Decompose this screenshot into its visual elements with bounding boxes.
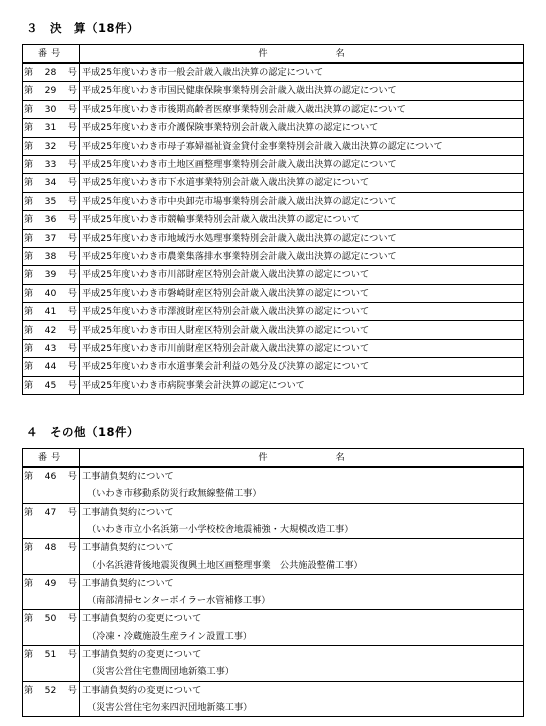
- item-prefix: 第: [24, 324, 34, 336]
- table-row: [23, 119, 524, 137]
- item-num: 28: [44, 67, 57, 79]
- item-number-empty: [23, 699, 80, 717]
- table-row: [23, 211, 524, 229]
- item-name: 平成25年度いわき市競輪事業特別会計歳入歳出決算の認定について: [80, 211, 524, 229]
- table-row: [23, 155, 524, 173]
- item-title: 工事請負契約について: [80, 503, 524, 521]
- item-num: 51: [44, 649, 57, 661]
- item-suffix: 号: [67, 379, 77, 391]
- item-detail: （小名浜港背後地震災復興土地区画整理事業 公共施設整備工事）: [80, 556, 524, 574]
- table-row-detail: [23, 699, 524, 717]
- item-suffix: 号: [67, 506, 77, 518]
- item-name: 平成25年度いわき市母子寡婦福祉資金貸付金事業特別会計歳入歳出決算の認定について: [80, 137, 524, 155]
- item-number-empty: [23, 485, 80, 503]
- item-prefix: 第: [24, 306, 34, 318]
- item-suffix: 号: [67, 85, 77, 97]
- settlement-table-header: [23, 45, 524, 64]
- section4-heading: ４ その他（18件）: [26, 425, 140, 439]
- item-suffix: 号: [67, 214, 77, 226]
- item-suffix: 号: [67, 684, 77, 696]
- table-row: [23, 137, 524, 155]
- item-number-empty: [23, 663, 80, 681]
- item-prefix: 第: [24, 214, 34, 226]
- item-number-empty: [23, 521, 80, 539]
- item-num: 47: [44, 506, 57, 518]
- item-number: [23, 539, 80, 557]
- item-number-empty: [23, 628, 80, 646]
- item-num: 44: [44, 361, 57, 373]
- item-number: [23, 339, 80, 357]
- item-prefix: 第: [24, 67, 34, 79]
- item-suffix: 号: [67, 195, 77, 207]
- table-row: [23, 574, 524, 592]
- item-number: [23, 467, 80, 485]
- table-row: [23, 100, 524, 118]
- item-number: [23, 211, 80, 229]
- item-num: 43: [44, 342, 57, 354]
- item-suffix: 号: [67, 577, 77, 589]
- item-suffix: 号: [67, 67, 77, 79]
- item-num: 33: [44, 159, 57, 171]
- item-prefix: 第: [24, 103, 34, 115]
- item-num: 36: [44, 214, 57, 226]
- item-num: 38: [44, 251, 57, 262]
- table-row: [23, 645, 524, 663]
- item-suffix: 号: [67, 361, 77, 373]
- item-number: [23, 119, 80, 137]
- item-suffix: 号: [67, 103, 77, 115]
- table-row: [23, 284, 524, 302]
- item-prefix: 第: [24, 232, 34, 244]
- item-title: 工事請負契約の変更について: [80, 681, 524, 699]
- item-name: 平成25年度いわき市下水道事業特別会計歳入歳出決算の認定について: [80, 174, 524, 192]
- item-prefix: 第: [24, 85, 34, 97]
- item-prefix: 第: [24, 269, 34, 281]
- settlement-table: [22, 44, 524, 395]
- table-row-detail: [23, 521, 524, 539]
- item-suffix: 号: [67, 613, 77, 625]
- item-suffix: 号: [67, 122, 77, 134]
- table-row-detail: [23, 628, 524, 646]
- item-number: [23, 284, 80, 302]
- item-detail: （いわき市移動系防災行政無線整備工事）: [80, 485, 524, 503]
- item-prefix: 第: [24, 342, 34, 354]
- header-number: 番号: [23, 449, 80, 468]
- item-num: 32: [44, 140, 57, 152]
- item-prefix: 第: [24, 506, 34, 518]
- table-row: [23, 681, 524, 699]
- item-suffix: 号: [67, 251, 77, 262]
- item-number: [23, 358, 80, 376]
- table-row: [23, 63, 524, 82]
- item-prefix: 第: [24, 649, 34, 661]
- item-prefix: 第: [24, 613, 34, 625]
- section3-heading: ３ 決 算（18件）: [26, 21, 140, 35]
- table-row: [23, 321, 524, 339]
- item-number: [23, 503, 80, 521]
- table-row-detail: [23, 592, 524, 610]
- table-row: [23, 503, 524, 521]
- item-prefix: 第: [24, 379, 34, 391]
- item-prefix: 第: [24, 159, 34, 171]
- item-number: [23, 82, 80, 100]
- item-num: 50: [44, 613, 57, 625]
- item-name: 平成25年度いわき市土地区画整理事業特別会計歳入歳出決算の認定について: [80, 155, 524, 173]
- table-row: [23, 82, 524, 100]
- table-row-detail: [23, 663, 524, 681]
- table-row-detail: [23, 556, 524, 574]
- header-name-b: 名: [335, 451, 345, 463]
- item-number: [23, 645, 80, 663]
- table-row: [23, 303, 524, 321]
- item-name: 平成25年度いわき市国民健康保険事業特別会計歳入歳出決算の認定について: [80, 82, 524, 100]
- table-row: [23, 539, 524, 557]
- item-name: 平成25年度いわき市水道事業会計利益の処分及び決算の認定について: [80, 358, 524, 376]
- item-name: 平成25年度いわき市後期高齢者医療事業特別会計歳入歳出決算の認定について: [80, 100, 524, 118]
- item-suffix: 号: [67, 342, 77, 354]
- table-row: [23, 467, 524, 485]
- item-prefix: 第: [24, 251, 34, 262]
- item-num: 42: [44, 324, 57, 336]
- item-suffix: 号: [67, 471, 77, 483]
- item-detail: （冷凍・冷蔵施設生産ライン設置工事）: [80, 628, 524, 646]
- item-num: 49: [44, 577, 57, 589]
- item-prefix: 第: [24, 577, 34, 589]
- item-suffix: 号: [67, 177, 77, 189]
- item-suffix: 号: [67, 306, 77, 318]
- item-num: 40: [44, 287, 57, 299]
- item-num: 46: [44, 471, 57, 483]
- item-name: 平成25年度いわき市川部財産区特別会計歳入歳出決算の認定について: [80, 266, 524, 284]
- item-name: 平成25年度いわき市中央卸売市場事業特別会計歳入歳出決算の認定について: [80, 192, 524, 210]
- table-row-detail: [23, 485, 524, 503]
- item-suffix: 号: [67, 232, 77, 244]
- item-title: 工事請負契約の変更について: [80, 645, 524, 663]
- item-number: [23, 229, 80, 247]
- item-detail: （南部清掃センターボイラー水管補修工事）: [80, 592, 524, 610]
- item-name: 平成25年度いわき市病院事業会計決算の認定について: [80, 376, 524, 394]
- item-num: 30: [44, 103, 57, 115]
- item-detail: （災害公営住宅豊間団地新築工事）: [80, 663, 524, 681]
- item-suffix: 号: [67, 649, 77, 661]
- item-name: 平成25年度いわき市田人財産区特別会計歳入歳出決算の認定について: [80, 321, 524, 339]
- item-name: 平成25年度いわき市澤渡財産区特別会計歳入歳出決算の認定について: [80, 303, 524, 321]
- item-name: 平成25年度いわき市農業集落排水事業特別会計歳入歳出決算の認定について: [80, 247, 524, 265]
- table-row: [23, 192, 524, 210]
- item-number: [23, 63, 80, 82]
- item-prefix: 第: [24, 177, 34, 189]
- item-num: 35: [44, 195, 57, 207]
- item-number: [23, 137, 80, 155]
- table-row: [23, 339, 524, 357]
- item-num: 41: [44, 306, 57, 318]
- table-row: [23, 376, 524, 394]
- item-name: 平成25年度いわき市川前財産区特別会計歳入歳出決算の認定について: [80, 339, 524, 357]
- item-suffix: 号: [67, 324, 77, 336]
- item-number: [23, 100, 80, 118]
- item-num: 31: [44, 122, 57, 134]
- table-row: [23, 229, 524, 247]
- item-title: 工事請負契約について: [80, 539, 524, 557]
- item-prefix: 第: [24, 684, 34, 696]
- item-name: 平成25年度いわき市地域汚水処理事業特別会計歳入歳出決算の認定について: [80, 229, 524, 247]
- item-number: [23, 174, 80, 192]
- item-num: 52: [44, 684, 57, 696]
- item-prefix: 第: [24, 122, 34, 134]
- item-number: [23, 681, 80, 699]
- item-name: 平成25年度いわき市介護保険事業特別会計歳入歳出決算の認定について: [80, 119, 524, 137]
- item-suffix: 号: [67, 287, 77, 299]
- item-title: 工事請負契約について: [80, 467, 524, 485]
- other-items-table: [22, 448, 524, 717]
- item-num: 45: [44, 379, 57, 391]
- item-number: [23, 192, 80, 210]
- item-prefix: 第: [24, 140, 34, 152]
- item-prefix: 第: [24, 287, 34, 299]
- item-title: 工事請負契約について: [80, 574, 524, 592]
- item-suffix: 号: [67, 269, 77, 281]
- item-name: 平成25年度いわき市磐崎財産区特別会計歳入歳出決算の認定について: [80, 284, 524, 302]
- table-row: [23, 266, 524, 284]
- item-name: 平成25年度いわき市一般会計歳入歳出決算の認定について: [80, 63, 524, 82]
- item-detail: （災害公営住宅勿来四沢団地新築工事）: [80, 699, 524, 717]
- item-num: 39: [44, 269, 57, 281]
- header-name: [80, 449, 524, 468]
- table-row: [23, 610, 524, 628]
- item-number: [23, 610, 80, 628]
- item-number: [23, 155, 80, 173]
- item-num: 34: [44, 177, 57, 189]
- item-num: 29: [44, 85, 57, 97]
- item-number-empty: [23, 556, 80, 574]
- table-row: [23, 247, 524, 265]
- table-row: [23, 174, 524, 192]
- item-number: [23, 303, 80, 321]
- item-suffix: 号: [67, 542, 77, 554]
- item-number: [23, 376, 80, 394]
- other-items-table-header: [23, 449, 524, 468]
- item-detail: （いわき市立小名浜第一小学校校舎地震補強・大規模改造工事）: [80, 521, 524, 539]
- header-name-a: 件: [258, 451, 268, 463]
- item-prefix: 第: [24, 471, 34, 483]
- item-prefix: 第: [24, 542, 34, 554]
- header-name-b: 名: [335, 47, 345, 59]
- item-num: 48: [44, 542, 57, 554]
- header-name: [80, 45, 524, 64]
- item-num: 37: [44, 232, 57, 244]
- table-row: [23, 358, 524, 376]
- item-number: [23, 574, 80, 592]
- item-number: [23, 266, 80, 284]
- item-title: 工事請負契約の変更について: [80, 610, 524, 628]
- header-name-a: 件: [258, 47, 268, 59]
- header-number: 番号: [23, 45, 80, 64]
- item-prefix: 第: [24, 195, 34, 207]
- item-suffix: 号: [67, 159, 77, 171]
- item-number-empty: [23, 592, 80, 610]
- item-suffix: 号: [67, 140, 77, 152]
- item-number: [23, 321, 80, 339]
- item-prefix: 第: [24, 361, 34, 373]
- item-number: [23, 247, 80, 265]
